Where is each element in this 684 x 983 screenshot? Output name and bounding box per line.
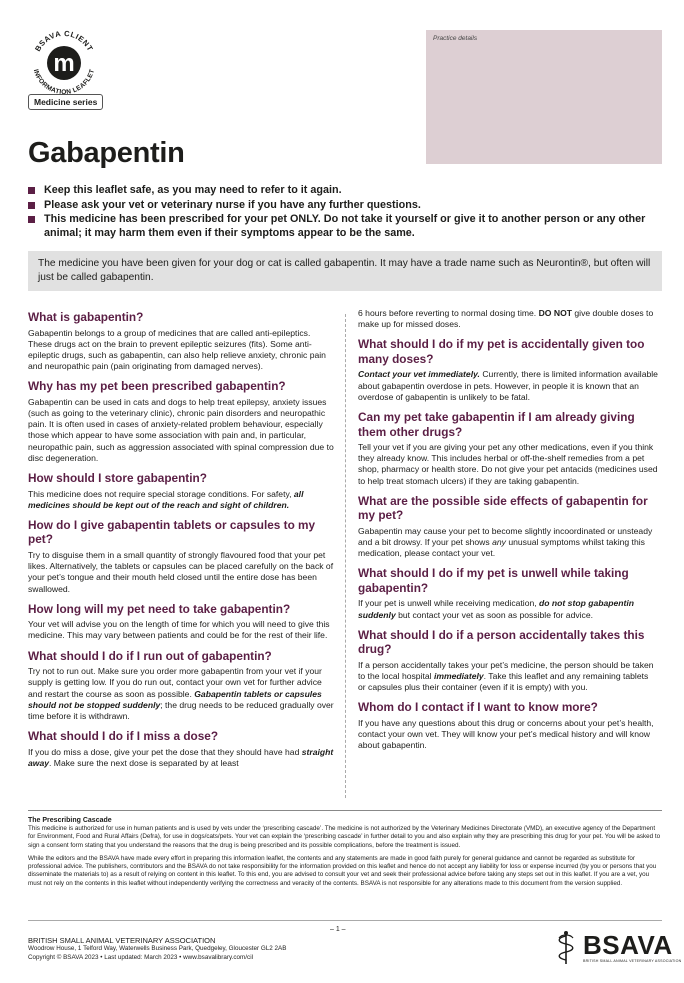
section-heading: What should I do if a person accidentally takes this drug? bbox=[358, 627, 645, 657]
svg-text:BSAVA CLIENT: BSAVA CLIENT bbox=[33, 28, 95, 53]
practice-details-box bbox=[426, 30, 662, 164]
column-divider bbox=[345, 314, 346, 798]
bsava-client-leaflet-logo bbox=[28, 27, 100, 99]
key-points bbox=[28, 184, 658, 241]
cascade-title: The Prescribing Cascade bbox=[28, 817, 112, 824]
footer-copyright: Copyright © BSAVA 2023 • Last updated: March 2023 • www.bsavalibrary.com/cil bbox=[28, 953, 253, 961]
section-text: Your vet will advise you on the length of time for which you will need to give this medicine. This may vary between patients and could be for the rest of their life. bbox=[28, 619, 330, 641]
prescribing-cascade-note bbox=[28, 810, 662, 893]
section-heading: Why has my pet been prescribed gabapentin? bbox=[28, 379, 286, 394]
bsava-tagline: BRITISH SMALL ANIMAL VETERINARY ASSOCIATION bbox=[583, 959, 682, 963]
section-text: Tell your vet if you are giving your pet any other medications, even if you think they already know. This includes herbal or off-the-shelf remedies from a pet shop, pharmacy or health store. Do not give your pet antacids (medicines used to help treat stomach ulcers) if they are taking gabapentin. bbox=[358, 442, 658, 486]
cascade-text: This medicine is authorized for use in human patients and is used by vets under the ‘prescribing cascade’. The medicine is not authorized by the Veterinary Medicines Directorate (VMD), an executive agency of the Department for Environment, Food and Rural Affairs (Defra), for use in dogs/cats/pets. Your vet can explain the ‘prescribing cascade’ in further detail to you and also explain why they are prescribing this drug for your pet. You will be asked to sign a consent form stating that you understand the reasons that the drug is being prescribed and its possible complications, before the treatment is issued. bbox=[28, 825, 661, 849]
section-text: If you do miss a dose, give your pet the dose that they should have had straight away. Make sure the next dose is separated by at least bbox=[28, 746, 334, 768]
intro-box: The medicine you have been given for your dog or cat is called gabapentin. It may have a trade name such as Neurontin®, but often will just be called gabapentin. bbox=[28, 251, 662, 291]
section-text: If you have any questions about this drug or concerns about your pet’s health, contact your own vet. They will know your pet’s medical history and will know about gabapentin. bbox=[358, 717, 654, 751]
section-heading: Whom do I contact if I want to know more? bbox=[358, 700, 598, 715]
page-title: Gabapentin bbox=[28, 137, 185, 169]
section-heading: How should I store gabapentin? bbox=[28, 471, 207, 486]
bsava-brand-logo bbox=[553, 928, 682, 968]
section-text: Contact your vet immediately. Currently, there is limited information available about gabapentin overdose in pets. However, in people it is known that an overdose of gabapentin is unlikely to be fatal. bbox=[358, 369, 658, 402]
section-text: Gabapentin belongs to a group of medicines that are called anti-epileptics. These drugs act on the brain to prevent epileptic seizures (fits). Some anti-epileptic drugs, such as gabapentin, can also help relieve anxiety, chronic pain and neuropathic pain (pain originating from damaged nerves). bbox=[28, 327, 326, 372]
section-heading: What should I do if I run out of gabapentin? bbox=[28, 648, 272, 663]
disclaimer-text: While the editors and the BSAVA have made every effort in preparing this information leaflet, the contents and any statements are made in good faith purely for general guidance and cannot be regarded as substitute for professional advice. The publishers, contributors and the BSAVA do not take responsibility for the information provided on this leaflet and hence do not accept any liability for loss or expense incurred (by you or persons that you disseminate the materials to) as a result of relying on content in this leaflet. To this end, you are advised to consult your vet and seek their professional advice before taking any steps set out in this leaflet. If you are a vet, you must not rely on the contents in this leaflet without independently verifying the correctness and veracity of the contents. BSAVA is not responsible for any alterations made to this document from the version supplied. bbox=[28, 854, 657, 887]
section-heading: Can my pet take gabapentin if I am already giving them other drugs? bbox=[358, 410, 635, 439]
svg-text:INFORMATION LEAFLET: INFORMATION LEAFLET bbox=[31, 68, 97, 96]
footer bbox=[28, 937, 286, 962]
footer-rule bbox=[28, 920, 662, 921]
series-badge: Medicine series bbox=[28, 94, 103, 110]
section-text: Gabapentin may cause your pet to become slightly incoordinated or unsteady and a bit drowsy. If your pet shows any unusual symptoms whilst taking this medication, please contact your vet. bbox=[358, 525, 653, 559]
footer-org: BRITISH SMALL ANIMAL VETERINARY ASSOCIATION bbox=[28, 936, 216, 945]
footer-address: Woodrow House, 1 Telford Way, Waterwells Business Park, Quedgeley, Gloucester GL2 2AB bbox=[28, 945, 287, 953]
key-point: This medicine has been prescribed for your pet ONLY. Do not take it yourself or give it to another person or any other animal; it may harm them even if their symptoms appear to be the same. bbox=[28, 213, 658, 240]
section-heading: What is gabapentin? bbox=[28, 310, 144, 324]
section-text: If your pet is unwell while receiving medication, do not stop gabapentin suddenly but contact your vet as soon as possible for advice. bbox=[358, 598, 635, 620]
section-heading: What should I do if my pet is accidentally given too many doses? bbox=[358, 337, 645, 366]
section-text: This medicine does not require special storage conditions. For safety, all medicines should be kept out of the reach and sight of children. bbox=[28, 488, 304, 510]
section-text: If a person accidentally takes your pet’s medicine, the person should be taken to the local hospital immediately. Take this leaflet and any remaining tablets or capsules plus their container (even if it is empty) with you. bbox=[358, 659, 654, 693]
section-heading: What should I do if I miss a dose? bbox=[28, 729, 219, 744]
left-column bbox=[28, 308, 334, 771]
section-text: Try not to run out. Make sure you order more gabapentin from your vet if your supply is getting low. If you do run out, contact your own vet for further advice and restart the course as soon as possible. Gabapentin tablets or capsules should not be stopped suddenly; the drug needs to be reduced gradually over time before it is withdrawn. bbox=[28, 666, 334, 721]
section-text-continued: 6 hours before reverting to normal dosing time. DO NOT give double doses to make up for missed doses. bbox=[358, 308, 654, 330]
section-text: Gabapentin can be used in cats and dogs to help treat epilepsy, anxiety issues (such as going to the veterinary clinic), chronic pain disorders and neuropathic pain. It is often used in cases of anxiety-related problem behaviour, especially those which appear to have some association with pain and, in particular, neuropathic pain, such as aggression associated with spinal compression due to disc degeneration. bbox=[28, 396, 334, 463]
section-heading: How do I give gabapentin tablets or capsules to my pet? bbox=[28, 517, 316, 547]
section-heading: What are the possible side effects of gabapentin for my pet? bbox=[358, 493, 648, 523]
practice-details-label: Practice details bbox=[433, 35, 478, 42]
key-point: Keep this leaflet safe, as you may need to refer to it again. bbox=[28, 184, 658, 198]
bsava-wordmark: BSAVA bbox=[583, 930, 673, 960]
section-heading: What should I do if my pet is unwell while taking gabapentin? bbox=[358, 566, 629, 595]
right-column bbox=[358, 308, 658, 754]
section-heading: How long will my pet need to take gabapentin? bbox=[28, 601, 291, 616]
section-text: Try to disguise them in a small quantity of strongly flavoured food that your pet likes. Alternatively, the tablets or capsules can be placed carefully on the back of your pet’s tongue and their mouth held closed until the entire dose has been swallowed. bbox=[28, 549, 334, 594]
logo-mark: m bbox=[53, 50, 75, 77]
page-number: – 1 – bbox=[330, 926, 346, 933]
caduceus-icon bbox=[553, 930, 579, 966]
key-point: Please ask your vet or veterinary nurse if you have any further questions. bbox=[28, 199, 658, 213]
